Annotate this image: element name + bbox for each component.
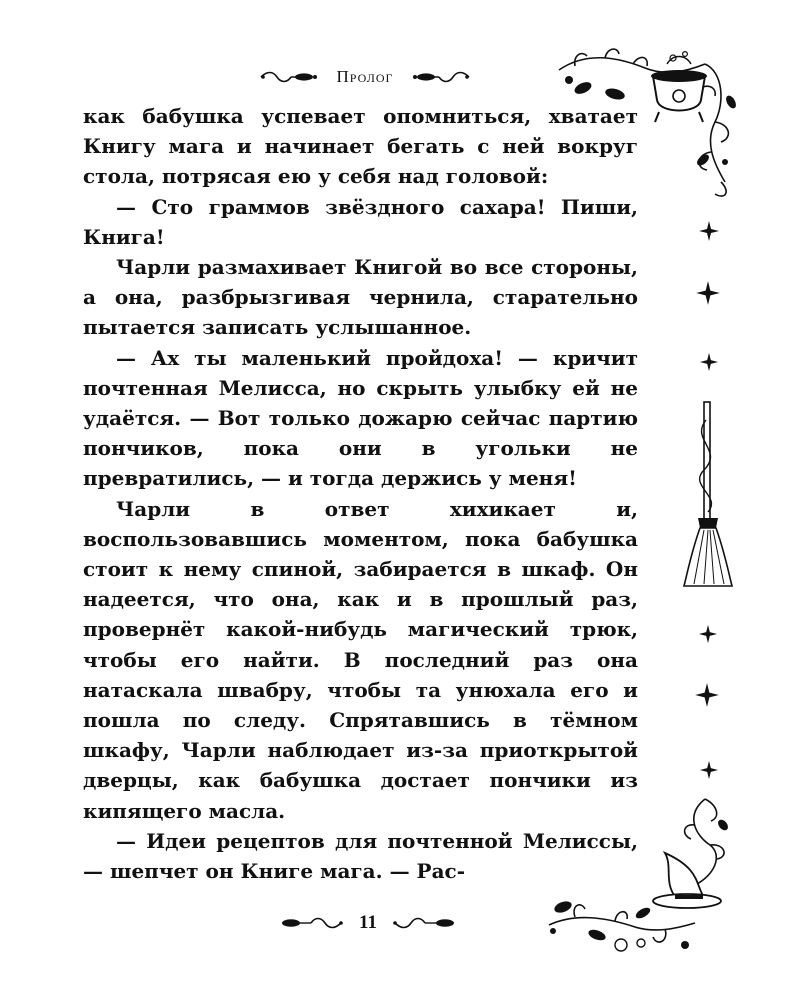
page-number: 11 (359, 912, 377, 933)
paragraph: — Сто граммов звёздного сахара! Пиши, Книга! (83, 194, 638, 249)
paragraph: Чарли размахивает Книгой во все стороны, а она, разбрызгивая чернила, старательно пытается записать услышанное. (83, 255, 638, 340)
paragraph: Чарли в ответ хихикает и, воспользовавшись моментом, пока бабушка стоит к нему спиной, забирается в шкаф. Он надеется, что она, как и в прошлый раз, провернёт какой-нибудь магический трюк, чтобы его найти. В последний раз она натаскала швабру, чтобы та унюхала его и пошла по следу. Спрятавшись в тёмном шкафу, Чарли наблюдает из-за приоткрытой дверцы, как бабушка достает пончики из кипящего масла. (83, 496, 638, 823)
sparkle-icon (698, 220, 720, 242)
scroll-ornament-icon (391, 916, 455, 930)
paragraph: — Ах ты маленький пройдоха! — кричит почтенная Мелисса, но скрыть улыбку ей не удаётся. — Вот только дожарю сейчас партию пончиков, пока они в угольки не превратились, — и тогда держись у меня! (83, 345, 638, 491)
scroll-ornament-icon (411, 70, 471, 84)
scroll-ornament-icon (281, 916, 345, 930)
scroll-ornament-icon (259, 70, 319, 84)
sparkle-icon (699, 760, 719, 780)
running-header (215, 62, 515, 92)
running-title: Пролог (336, 67, 394, 86)
sparkle-icon (699, 352, 719, 372)
paragraph: — Идеи рецептов для почтенной Мелиссы, — шепчет он Книге мага. — Рас- (83, 828, 638, 884)
page-footer (258, 905, 478, 941)
hat-vine-icon (545, 795, 735, 955)
paragraph: как бабушка успевает опомниться, хватает Книгу мага и начинает бегать с ней вокруг стола, потрясая ею у себя над головой: (83, 104, 638, 189)
broom-icon (680, 400, 736, 590)
cauldron-vine-icon (555, 42, 740, 202)
body-text (83, 101, 638, 886)
sparkle-icon (695, 280, 721, 306)
sparkle-icon (698, 624, 718, 644)
sparkle-icon (694, 682, 720, 708)
